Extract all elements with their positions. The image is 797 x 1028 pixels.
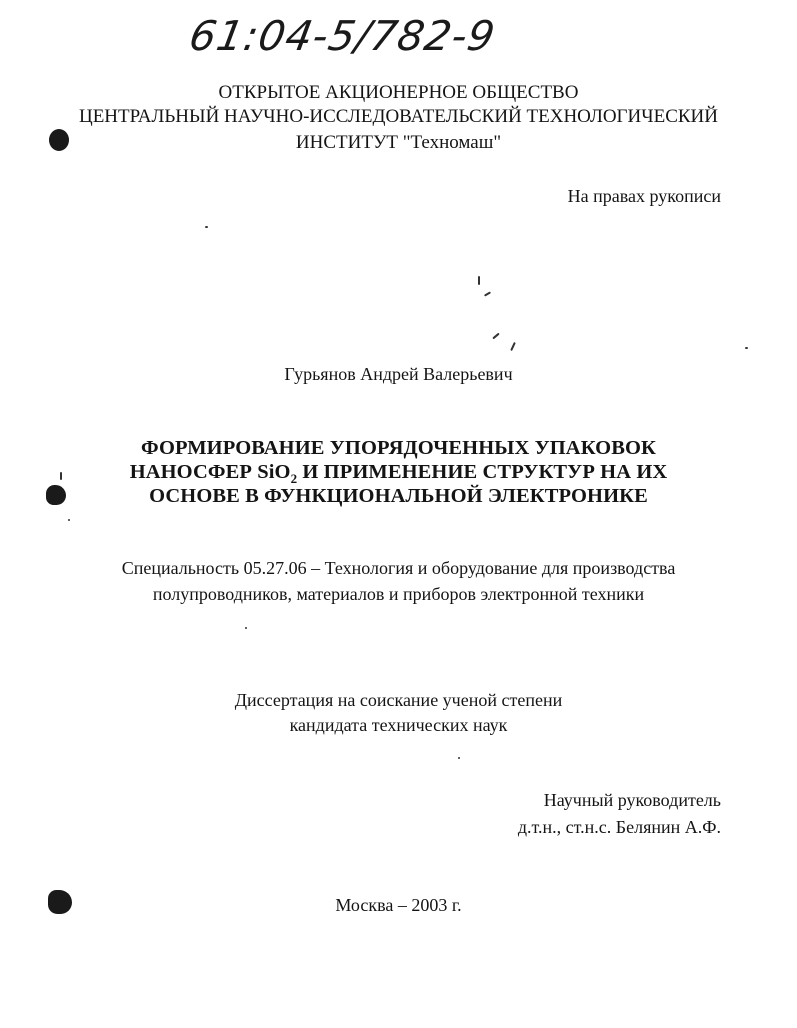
specialty-line-2: полупроводников, материалов и приборов электронной техники xyxy=(152,584,645,604)
binding-hole-mark-bottom xyxy=(48,890,72,914)
scan-speck xyxy=(745,347,748,349)
manuscript-note: На правах рукописи xyxy=(567,186,721,206)
dissertation-line-2: кандидата технических наук xyxy=(289,715,508,735)
scan-speck xyxy=(492,333,499,340)
organization-line-2: ЦЕНТРАЛЬНЫЙ НАУЧНО-ИССЛЕДОВАТЕЛЬСКИЙ ТЕХНОЛОГИЧЕСКИЙ xyxy=(78,106,718,127)
specialty-line-1: Специальность 05.27.06 – Технология и оборудование для производства xyxy=(121,558,676,578)
scan-speck xyxy=(245,627,247,629)
title-line-2-after: И ПРИМЕНЕНИЕ СТРУКТУР НА ИХ xyxy=(297,461,668,483)
organization-line-1: ОТКРЫТОЕ АКЦИОНЕРНОЕ ОБЩЕСТВО xyxy=(218,82,579,103)
scan-speck xyxy=(478,276,480,285)
scan-speck xyxy=(510,342,516,351)
scan-speck xyxy=(68,519,70,521)
supervisor-label: Научный руководитель xyxy=(543,790,721,810)
supervisor-name: д.т.н., ст.н.с. Белянин А.Ф. xyxy=(517,817,721,837)
title-line-2 xyxy=(0,460,797,485)
scan-speck xyxy=(484,291,491,296)
title-line-2-subscript: 2 xyxy=(290,471,298,487)
author-name: Гурьянов Андрей Валерьевич xyxy=(284,364,513,384)
scan-speck xyxy=(60,472,62,480)
handwritten-catalog-number: 61:04-5/782-9 xyxy=(185,12,500,60)
scan-speck xyxy=(205,226,208,228)
binding-hole-mark-top xyxy=(49,129,69,151)
organization-line-3: ИНСТИТУТ "Техномаш" xyxy=(295,132,502,153)
title-line-1: ФОРМИРОВАНИЕ УПОРЯДОЧЕННЫХ УПАКОВОК xyxy=(141,437,656,459)
dissertation-line-1: Диссертация на соискание ученой степени xyxy=(234,690,563,710)
binding-hole-mark-middle xyxy=(46,485,66,505)
place-and-year: Москва – 2003 г. xyxy=(335,895,462,915)
title-line-2-before: НАНОСФЕР SiO xyxy=(129,461,291,483)
scan-speck xyxy=(458,757,460,759)
title-line-3: ОСНОВЕ В ФУНКЦИОНАЛЬНОЙ ЭЛЕКТРОНИКЕ xyxy=(149,485,648,507)
